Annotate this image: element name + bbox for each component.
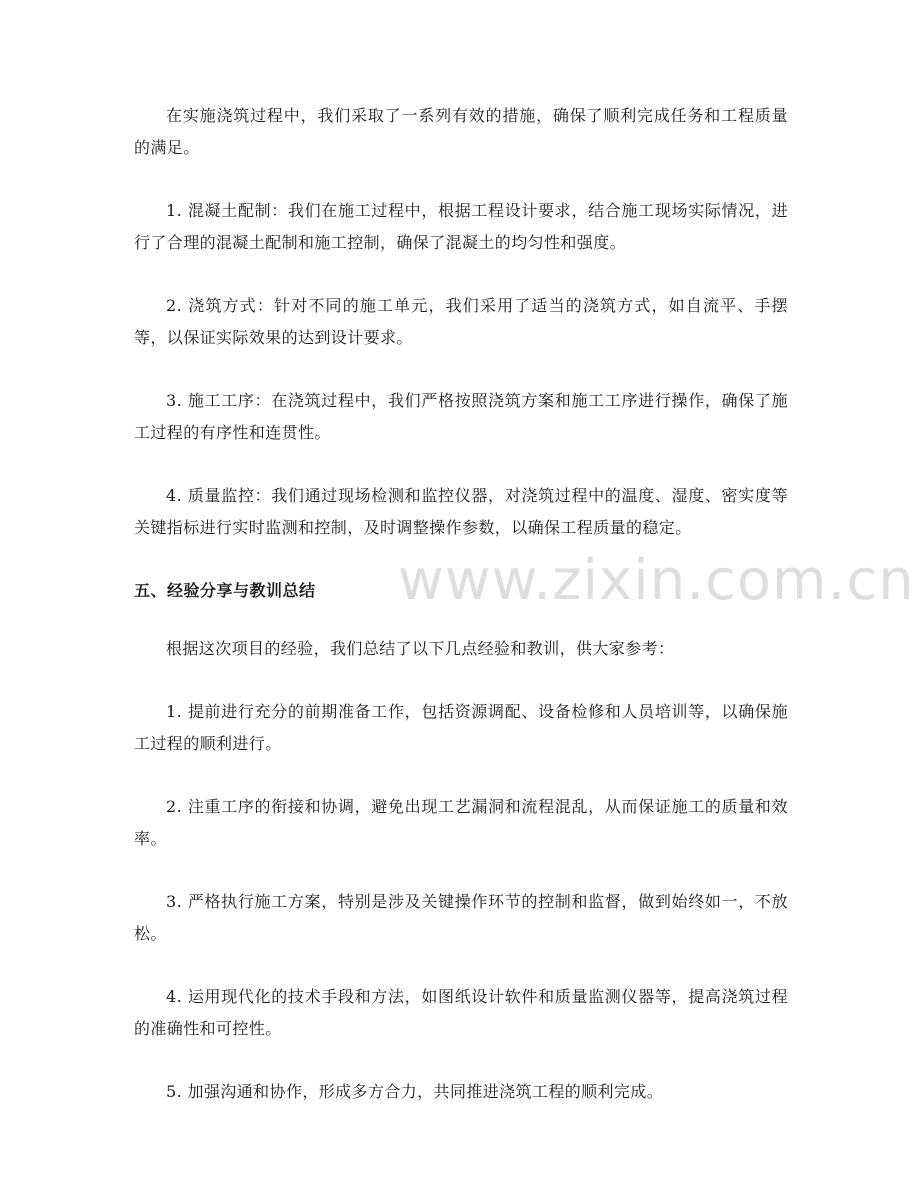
measure-item-concrete-mix: 1. 混凝土配制：我们在施工过程中，根据工程设计要求，结合施工现场实际情况，进行了合理的混凝土配制和施工控制，确保了混凝土的均匀性和强度。 bbox=[134, 201, 788, 252]
lesson-item-coordination: 2. 注重工序的衔接和协调，避免出现工艺漏洞和流程混乱，从而保证施工的质量和效率。 bbox=[134, 797, 788, 848]
lesson-item-preparation: 1. 提前进行充分的前期准备工作，包括资源调配、设备检修和人员培训等，以确保施工过程的顺利进行。 bbox=[134, 702, 788, 753]
watermark: www.zixin.com.cn bbox=[398, 548, 915, 613]
measure-item-construction-sequence: 3. 施工工序：在浇筑过程中，我们严格按照浇筑方案和施工工序进行操作，确保了施工过程的有序性和连贯性。 bbox=[134, 391, 788, 442]
lesson-item-communication: 5. 加强沟通和协作，形成多方合力，共同推进浇筑工程的顺利完成。 bbox=[166, 1082, 664, 1101]
measure-item-quality-monitoring: 4. 质量监控：我们通过现场检测和监控仪器，对浇筑过程中的温度、湿度、密实度等关键指标进行实时监测和控制，及时调整操作参数，以确保工程质量的稳定。 bbox=[134, 486, 788, 537]
section-intro-paragraph: 根据这次项目的经验，我们总结了以下几点经验和教训，供大家参考： bbox=[166, 639, 675, 658]
lesson-item-technology: 4. 运用现代化的技术手段和方法，如图纸设计软件和质量监测仪器等，提高浇筑过程的准确性和可控性。 bbox=[134, 987, 788, 1038]
lesson-item-execution: 3. 严格执行施工方案，特别是涉及关键操作环节的控制和监督，做到始终如一，不放松。 bbox=[134, 892, 788, 943]
intro-paragraph: 在实施浇筑过程中，我们采取了一系列有效的措施，确保了顺利完成任务和工程质量的满足。 bbox=[134, 106, 788, 157]
document-body bbox=[134, 100, 788, 1139]
section-heading: 五、经验分享与教训总结 bbox=[134, 581, 316, 600]
measure-item-pouring-method: 2. 浇筑方式：针对不同的施工单元，我们采用了适当的浇筑方式，如自流平、手摆等，以保证实际效果的达到设计要求。 bbox=[134, 296, 788, 347]
